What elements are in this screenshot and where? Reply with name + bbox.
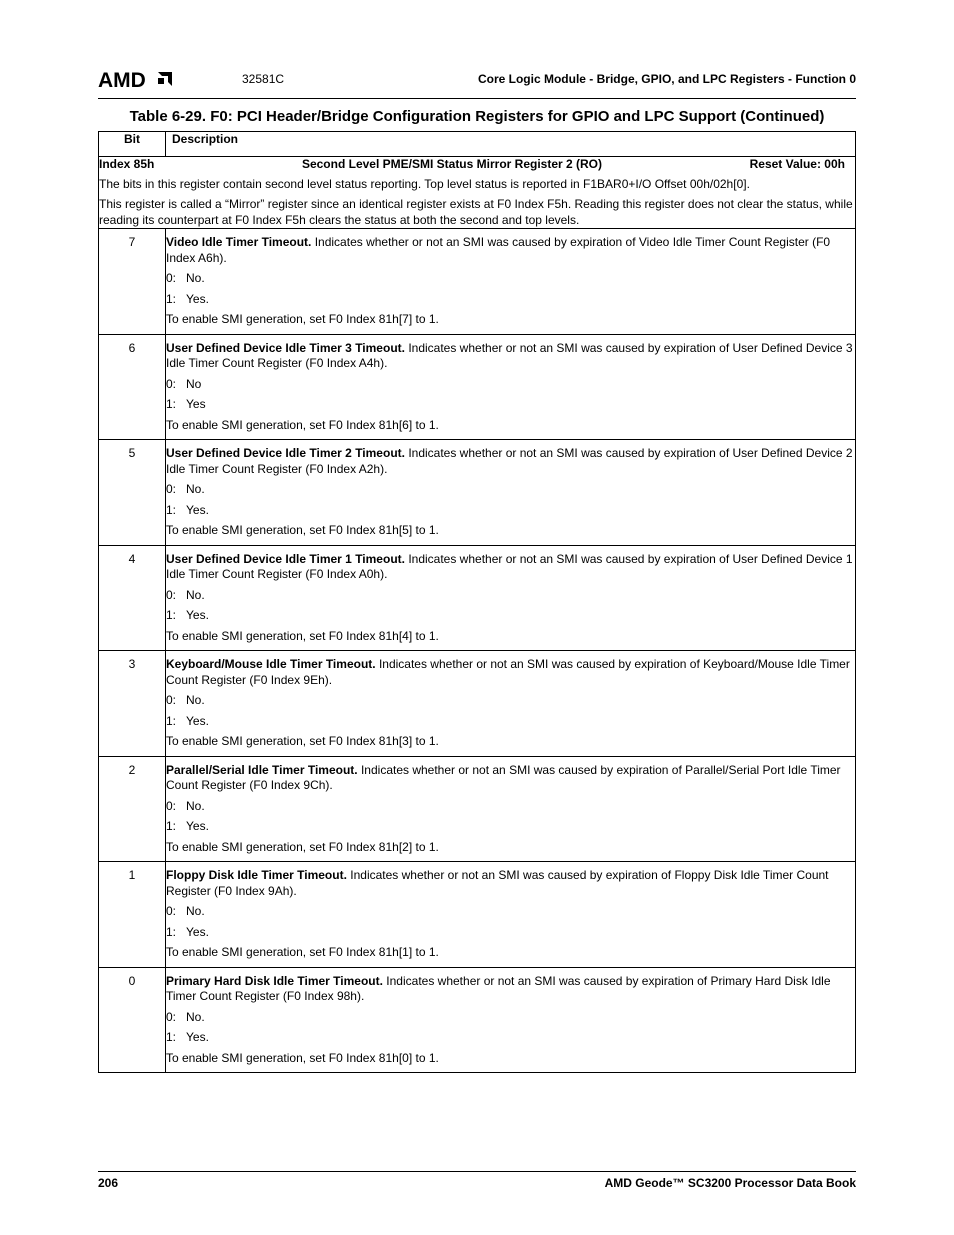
bit-number: 4 — [99, 545, 166, 651]
reset-value: Reset Value: 00h — [749, 157, 845, 171]
option-0: No. — [186, 693, 205, 707]
bit-description: User Defined Device Idle Timer 1 Timeout. Indicates whether or not an SMI was caused by expiration of User Defined Device 1 Idle Timer Count Register (F0 Index A0h). 0: No. 1: Yes. To enable SMI generation, set F0 Index 81h[4] to 1. — [166, 545, 856, 651]
bit-note: To enable SMI generation, set F0 Index 81h[1] to 1. — [166, 945, 439, 959]
option-0: No. — [186, 271, 205, 285]
option-0: No. — [186, 482, 205, 496]
bit-number: 3 — [99, 651, 166, 757]
register-index: Index 85h — [99, 157, 155, 171]
option-1: Yes. — [186, 291, 209, 306]
option-1: Yes. — [186, 1030, 209, 1044]
bit-note: To enable SMI generation, set F0 Index 81h[0] to 1. — [166, 1050, 439, 1065]
table-row — [99, 651, 856, 757]
option-1: Yes. — [186, 713, 209, 728]
bit-field-name: User Defined Device Idle Timer 2 Timeout. — [166, 446, 405, 460]
bit-field-desc: Indicates whether or not an SMI was caused by expiration of Floppy Disk Idle Timer Count Register (F0 Index 9Ah). — [166, 868, 829, 898]
option-0: No. — [186, 904, 205, 918]
bit-description: User Defined Device Idle Timer 2 Timeout. Indicates whether or not an SMI was caused by expiration of User Defined Device 2 Idle Timer Count Register (F0 Index A2h). 0: No. 1: Yes. To enable SMI generation, set F0 Index 81h[5] to 1. — [166, 440, 856, 546]
footer-rule — [98, 1171, 856, 1172]
bit-note: To enable SMI generation, set F0 Index 81h[2] to 1. — [166, 839, 439, 854]
bit-description: Parallel/Serial Idle Timer Timeout. Indicates whether or not an SMI was caused by expiration of Parallel/Serial Port Idle Timer Count Register (F0 Index 9Ch). 0: No. 1: Yes. To enable SMI generation, set F0 Index 81h[2] to 1. — [166, 756, 856, 862]
bit-note: To enable SMI generation, set F0 Index 81h[3] to 1. — [166, 734, 439, 748]
bit-number: 6 — [99, 334, 166, 440]
bit-field-name: User Defined Device Idle Timer 3 Timeout. — [166, 340, 405, 355]
register-name: Second Level PME/SMI Status Mirror Register 2 (RO) — [301, 157, 603, 171]
bit-note: To enable SMI generation, set F0 Index 81h[4] to 1. — [166, 628, 439, 643]
register-table — [98, 131, 856, 1073]
option-1: Yes — [186, 397, 206, 411]
table-row — [99, 440, 856, 546]
register-intro-1: The bits in this register contain second level status reporting. Top level status is reported in F1BAR0+I/O Offset 00h/02h[0]. — [99, 176, 750, 191]
bit-number: 0 — [99, 967, 166, 1073]
bit-field-name: User Defined Device Idle Timer 1 Timeout. — [166, 551, 405, 566]
table-caption: Table 6-29. F0: PCI Header/Bridge Configuration Registers for GPIO and LPC Support (Continued) — [129, 108, 825, 125]
option-1: Yes. — [186, 819, 209, 833]
page-number: 206 — [98, 1176, 119, 1190]
amd-logo — [98, 70, 174, 90]
bit-note: To enable SMI generation, set F0 Index 81h[6] to 1. — [166, 417, 439, 432]
bit-field-name: Parallel/Serial Idle Timer Timeout. — [166, 762, 358, 777]
bit-description: Keyboard/Mouse Idle Timer Timeout. Indicates whether or not an SMI was caused by expiration of Keyboard/Mouse Idle Timer Count Register (F0 Index 9Eh). 0: No. 1: Yes. To enable SMI generation, set F0 Index 81h[3] to 1. — [166, 651, 856, 757]
bit-field-desc: Indicates whether or not an SMI was caused by expiration of Keyboard/Mouse Idle Timer Count Register (F0 Index 9Eh). — [166, 657, 850, 687]
bit-field-desc: Indicates whether or not an SMI was caused by expiration of Video Idle Timer Count Register (F0 Index A6h). — [166, 235, 831, 265]
bit-field-name: Video Idle Timer Timeout. — [166, 235, 312, 249]
section-title: Core Logic Module - Bridge, GPIO, and LPC Registers - Function 0 — [477, 72, 856, 86]
bit-description: Primary Hard Disk Idle Timer Timeout. Indicates whether or not an SMI was caused by expiration of Primary Hard Disk Idle Timer Count Register (F0 Index 98h). 0: No. 1: Yes. To enable SMI generation, set F0 Index 81h[0] to 1. — [166, 967, 856, 1073]
register-index-row — [99, 157, 856, 229]
svg-text:AMD: AMD — [98, 70, 146, 90]
option-0: No. — [186, 798, 205, 813]
table-row — [99, 229, 856, 335]
table-header-row — [99, 132, 856, 157]
option-0: No. — [186, 1009, 205, 1024]
option-0: No. — [186, 587, 205, 602]
bit-field-name: Primary Hard Disk Idle Timer Timeout. — [166, 973, 383, 988]
option-0: No — [186, 376, 202, 391]
bit-number: 5 — [99, 440, 166, 546]
bit-note: To enable SMI generation, set F0 Index 81h[7] to 1. — [166, 312, 439, 326]
register-intro-2: This register is called a “Mirror” register since an identical register exists at F0 Index F5h. Reading this register does not clear the status, while reading its counterpart at F0 Index F5h clears the status at both the second and top levels. — [99, 197, 853, 227]
bit-field-desc: Indicates whether or not an SMI was caused by expiration of User Defined Device 1 Idle Timer Count Register (F0 Index A0h). — [166, 551, 853, 581]
table-row — [99, 967, 856, 1073]
doc-number: 32581C — [242, 72, 285, 86]
table-row — [99, 756, 856, 862]
bit-number: 2 — [99, 756, 166, 862]
option-1: Yes. — [186, 502, 209, 517]
book-title: AMD Geode™ SC3200 Processor Data Book — [604, 1176, 856, 1190]
table-row — [99, 334, 856, 440]
table-row — [99, 545, 856, 651]
option-1: Yes. — [186, 608, 209, 622]
col-bit-header: Bit — [99, 132, 166, 157]
bit-number: 1 — [99, 862, 166, 968]
bit-number: 7 — [99, 229, 166, 335]
table-row — [99, 862, 856, 968]
bit-field-name: Keyboard/Mouse Idle Timer Timeout. — [166, 657, 376, 671]
bit-description: Video Idle Timer Timeout. Indicates whether or not an SMI was caused by expiration of Video Idle Timer Count Register (F0 Index A6h). 0: No. 1: Yes. To enable SMI generation, set F0 Index 81h[7] to 1. — [166, 229, 856, 335]
col-description-header: Description — [166, 132, 856, 157]
bit-description: User Defined Device Idle Timer 3 Timeout. Indicates whether or not an SMI was caused by expiration of User Defined Device 3 Idle Timer Count Register (F0 Index A4h). 0: No 1: Yes To enable SMI generation, set F0 Index 81h[6] to 1. — [166, 334, 856, 440]
header-rule — [98, 98, 856, 99]
bit-field-desc: Indicates whether or not an SMI was caused by expiration of User Defined Device 2 Idle Timer Count Register (F0 Index A2h). — [166, 446, 853, 476]
bit-field-desc: Indicates whether or not an SMI was caused by expiration of Parallel/Serial Port Idle Timer Count Register (F0 Index 9Ch). — [166, 762, 841, 792]
bit-note: To enable SMI generation, set F0 Index 81h[5] to 1. — [166, 523, 439, 537]
bit-field-desc: Indicates whether or not an SMI was caused by expiration of Primary Hard Disk Idle Timer Count Register (F0 Index 98h). — [166, 973, 831, 1003]
option-1: Yes. — [186, 924, 209, 939]
bit-field-name: Floppy Disk Idle Timer Timeout. — [166, 868, 347, 882]
bit-description: Floppy Disk Idle Timer Timeout. Indicates whether or not an SMI was caused by expiration of Floppy Disk Idle Timer Count Register (F0 Index 9Ah). 0: No. 1: Yes. To enable SMI generation, set F0 Index 81h[1] to 1. — [166, 862, 856, 968]
bit-field-desc: Indicates whether or not an SMI was caused by expiration of User Defined Device 3 Idle Timer Count Register (F0 Index A4h). — [166, 340, 853, 370]
